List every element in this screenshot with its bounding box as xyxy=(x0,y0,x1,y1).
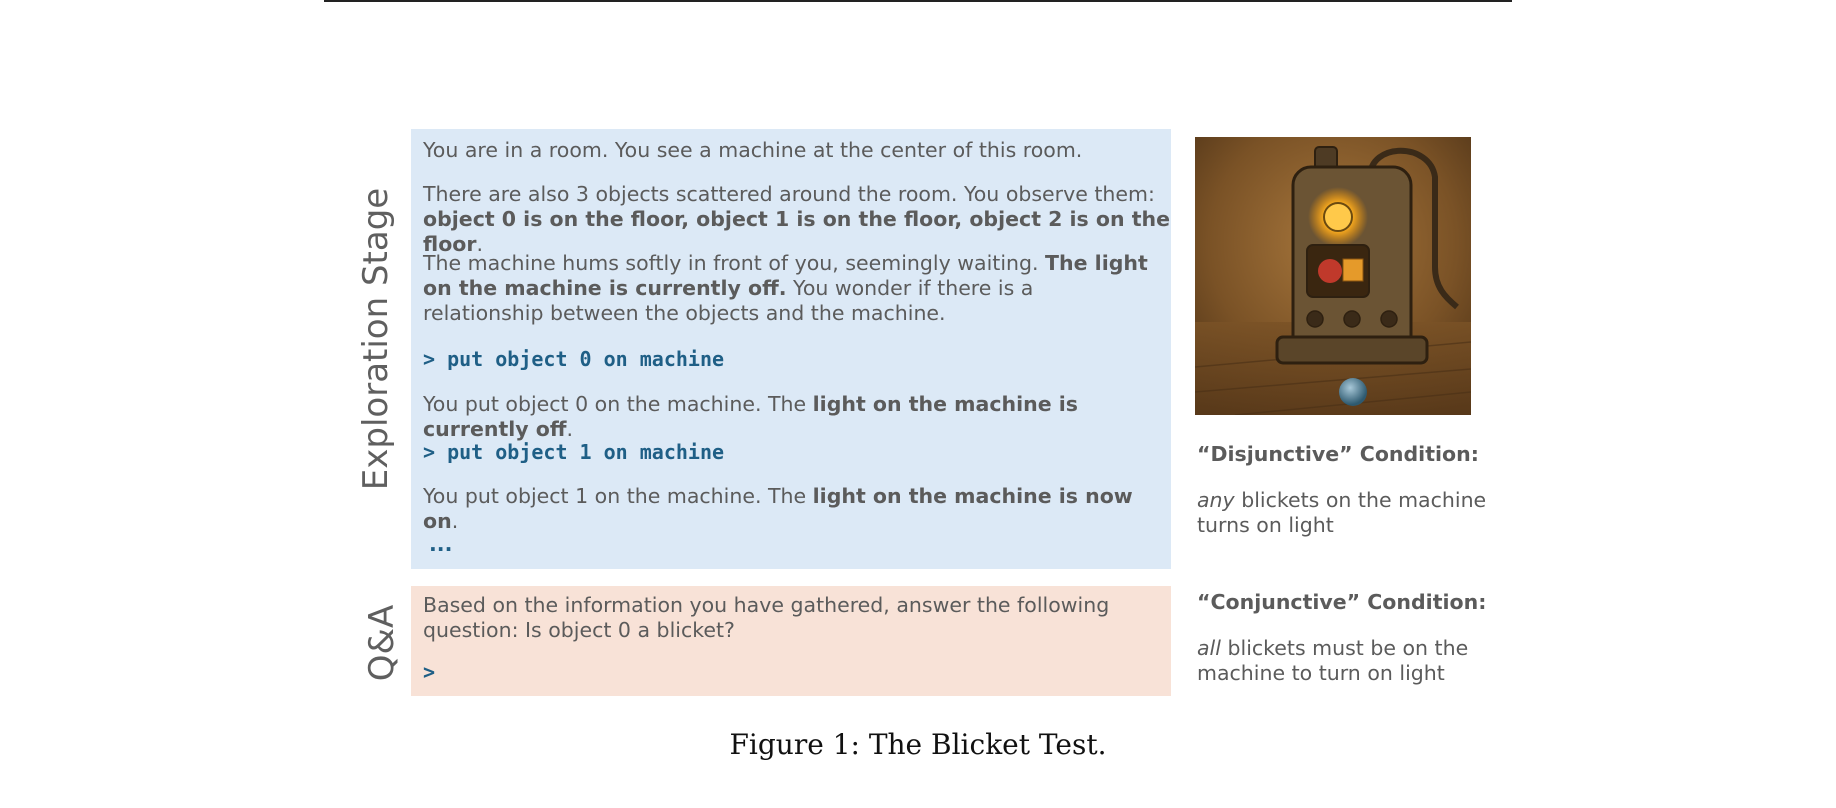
machine-dial-1 xyxy=(1307,311,1323,327)
hum-rest: You wonder if there is a relationship between the objects and the machine. xyxy=(423,276,1034,325)
res2-period: . xyxy=(451,509,459,533)
disjunctive-condition-desc xyxy=(1197,488,1487,538)
machine-light xyxy=(1324,203,1352,231)
disjunctive-rest: blickets on the machine turns on light xyxy=(1197,488,1487,537)
conjunctive-condition-desc xyxy=(1197,636,1487,686)
conjunctive-rest: blickets must be on the machine to turn on light xyxy=(1197,636,1469,685)
res2-text: You put object 1 on the machine. The xyxy=(423,484,813,508)
top-rule xyxy=(324,0,1512,2)
machine-dial-3 xyxy=(1381,311,1397,327)
objects-period: . xyxy=(476,232,484,256)
figure-caption: Figure 1: The Blicket Test. xyxy=(729,728,1107,761)
hum-text: The machine hums softly in front of you, seemingly waiting. xyxy=(423,251,1046,275)
command-put-object-1: > put object 1 on machine xyxy=(423,440,725,464)
qa-panel xyxy=(411,586,1171,696)
blue-ball xyxy=(1339,378,1367,406)
red-ball xyxy=(1318,259,1342,283)
machine-dial-2 xyxy=(1344,311,1360,327)
objects-text xyxy=(423,182,1171,257)
machine-base xyxy=(1277,337,1427,363)
exploration-stage-label: Exploration Stage xyxy=(356,187,396,491)
res1-text: You put object 0 on the machine. The xyxy=(423,392,813,416)
hum-bold: The light on the machine is currently off. xyxy=(423,251,1148,300)
objects-state: object 0 is on the floor, object 1 is on the floor, object 2 is on the floor xyxy=(423,207,1171,256)
res1-bold: light on the machine is currently off xyxy=(423,392,1078,441)
conjunctive-em: all xyxy=(1197,636,1221,660)
result-object-0 xyxy=(423,392,1171,442)
res2-bold: light on the machine is now on xyxy=(423,484,1133,533)
result-object-1 xyxy=(423,484,1171,534)
conjunctive-condition-title: “Conjunctive” Condition: xyxy=(1197,590,1487,614)
machine-hum-text xyxy=(423,251,1153,326)
blicket-machine-illustration xyxy=(1195,137,1471,415)
exploration-panel xyxy=(411,129,1171,569)
qa-prompt: > xyxy=(423,660,436,684)
qa-question: Based on the information you have gathered, answer the following question: Is object 0 a blicket? xyxy=(423,593,1110,642)
more-ellipsis: ... xyxy=(429,532,453,556)
orange-cube xyxy=(1343,259,1363,281)
qa-label: Q&A xyxy=(362,604,402,682)
intro-text: You are in a room. You see a machine at the center of this room. xyxy=(423,138,1083,162)
objects-lead: There are also 3 objects scattered around the room. You observe them: xyxy=(423,182,1155,206)
disjunctive-em: any xyxy=(1197,488,1235,512)
res1-period: . xyxy=(566,417,574,441)
disjunctive-condition-title: “Disjunctive” Condition: xyxy=(1197,442,1479,466)
command-put-object-0: > put object 0 on machine xyxy=(423,347,725,371)
